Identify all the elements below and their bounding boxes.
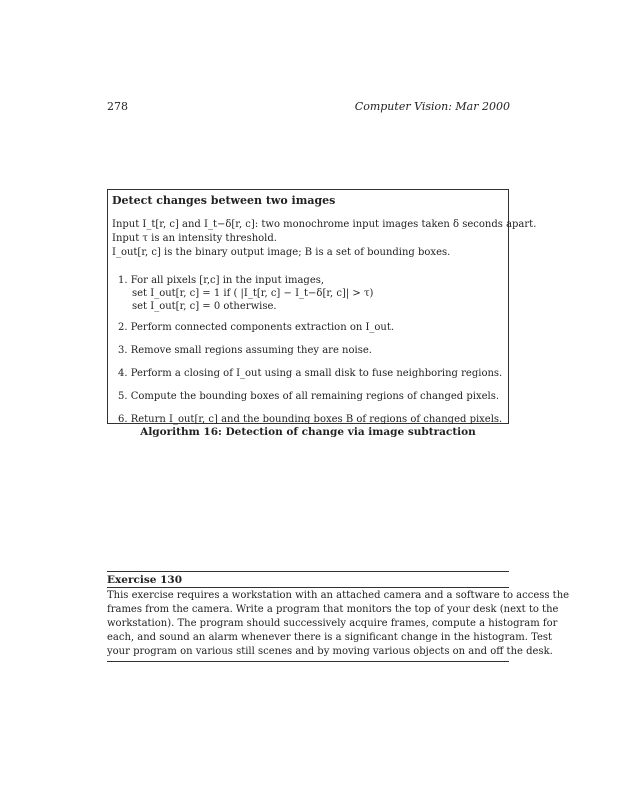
algorithm-input-line: Input I_t[r, c] and I_t−δ[r, c]: two monochrome input images taken δ seconds apart. [112,219,537,230]
algorithm-step-detail: set I_out[r, c] = 1 if ( |I_t[r, c] − I_t−δ[r, c]| > τ) [132,288,374,299]
algorithm-input-line: I_out[r, c] is the binary output image; B is a set of bounding boxes. [112,247,451,258]
running-title: Computer Vision: Mar 2000 [354,100,510,113]
algorithm-box [107,189,537,425]
algorithm-caption: Algorithm 16: Detection of change via image subtraction [140,426,476,438]
exercise-box [107,571,570,662]
exercise-line: your program on various still scenes and by moving various objects on and off the desk. [107,646,553,657]
exercise-title: Exercise 130 [107,572,509,588]
page-number: 278 [107,100,128,113]
algorithm-step-detail: set I_out[r, c] = 0 otherwise. [132,301,277,312]
exercise-line: workstation). The program should successively acquire frames, compute a histogram for [107,618,558,629]
exercise-line: frames from the camera. Write a program that monitors the top of your desk (next to the [107,604,559,615]
algorithm-step: 4. Perform a closing of I_out using a small disk to fuse neighboring regions. [118,368,503,379]
algorithm-step: 3. Remove small regions assuming they are noise. [118,345,372,356]
exercise-text [107,588,570,661]
exercise-line: each, and sound an alarm whenever there is a significant change in the histogram. Test [107,632,553,643]
algorithm-step: 5. Compute the bounding boxes of all remaining regions of changed pixels. [118,391,500,402]
algorithm-title: Detect changes between two images [112,194,336,207]
algorithm-step: 1. For all pixels [r,c] in the input images, [118,275,325,286]
exercise-line: This exercise requires a workstation with an attached camera and a software to access the [107,590,570,601]
algorithm-step: 2. Perform connected components extraction on I_out. [118,322,395,333]
algorithm-step: 6. Return I_out[r, c] and the bounding boxes B of regions of changed pixels. [118,414,503,425]
algorithm-input-line: Input τ is an intensity threshold. [112,233,277,244]
